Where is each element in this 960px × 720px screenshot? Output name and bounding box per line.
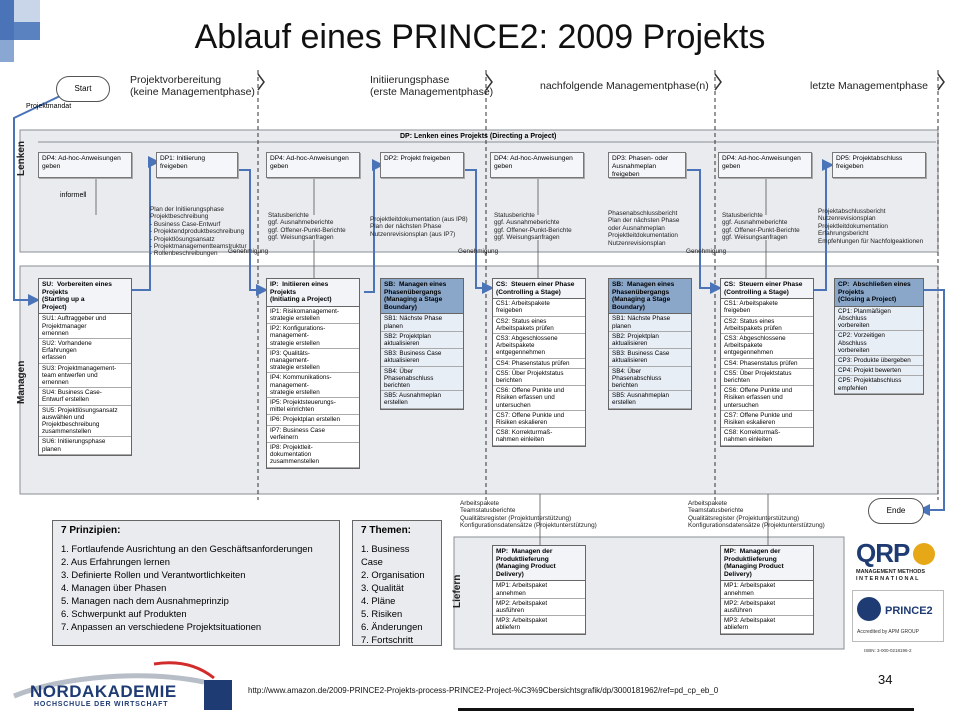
process-sb-1 (380, 278, 464, 410)
theme-item: 7. Fortschritt (361, 634, 414, 645)
phase-label-line: Projektvorbereitung (130, 74, 222, 86)
process-cs-2-act-6: CS6: Offene Punkte und Risiken erfassen und untersuchen (721, 386, 813, 411)
process-cs-2-act-4: CS4: Phasenstatus prüfen (721, 359, 813, 369)
theme-item: 2. Organisation (361, 569, 425, 580)
note-status-1: Statusberichte ggf. Ausnahmeberichte ggf. Offener-Punkt-Berichte ggf. Weisungsanfragen (268, 212, 346, 242)
process-cp-act-2: CP2: Vorzeitigen Abschluss vorbereiten (835, 331, 923, 356)
page-title: Ablauf eines PRINCE2: 2009 Projekts (194, 18, 766, 56)
process-cp-act-4: CP4: Projekt bewerten (835, 366, 923, 376)
principle-item: 4. Managen über Phasen (61, 582, 167, 593)
principles-box (52, 520, 340, 646)
theme-item: 4. Pläne (361, 595, 396, 606)
process-cs-2-act-7: CS7: Offene Punkte und Risiken eskalieren (721, 411, 813, 428)
process-sb-1-act-2: SB2: Projektplan aktualisieren (381, 332, 463, 349)
dp-box-dp4-c: DP4: Ad-hoc-Anweisungen geben (490, 152, 584, 178)
process-mp-2-act-2: MP2: Arbeitspaket ausführen (721, 599, 813, 616)
process-cs-1-act-1: CS1: Arbeitspakete freigeben (493, 299, 585, 316)
process-mp-2-act-3: MP3: Arbeitspaket abliefern (721, 616, 813, 633)
qrp-globe-icon (913, 543, 935, 565)
dp-box-dp4-d: DP4: Ad-hoc-Anweisungen geben (718, 152, 812, 178)
qrp-logo (856, 538, 946, 583)
principle-item: 3. Definierte Rollen und Verantwortlichkeiten (61, 569, 246, 580)
source-link[interactable]: http://www.amazon.de/2009-PRINCE2-Projekts-process-PRINCE2-Project-%C3%9Cbersichtsgrafik/dp/3000181962/ref=pd_cp_eb_0 (248, 686, 719, 695)
page-number: 34 (878, 672, 893, 687)
lane-title-lenken: Lenken (16, 140, 27, 176)
process-ip (266, 278, 360, 469)
process-sb-2-act-5: SB5: Ausnahmeplan erstellen (609, 391, 691, 408)
process-mp-1 (492, 545, 586, 635)
process-cs-1-act-6: CS6: Offene Punkte und Risiken erfassen und untersuchen (493, 386, 585, 411)
principle-item: 7. Anpassen an verschiedene Projektsituationen (61, 621, 262, 632)
process-su-act-1: SU1: Auftraggeber und Projektmanager ernennen (39, 314, 131, 339)
nordakademie-subtitle: HOCHSCHULE DER WIRTSCHAFT (34, 701, 169, 708)
phase-label-initiierung (370, 74, 493, 98)
phase-label-line: nachfolgende Managementphase(n) (540, 80, 709, 92)
lane-title-managen: Managen (16, 360, 27, 404)
process-mp-2-act-1: MP1: Arbeitspaket annehmen (721, 581, 813, 598)
qrp-logo-text: QRP (856, 538, 910, 568)
process-cs-2 (720, 278, 814, 447)
end-node: Ende (868, 498, 924, 524)
process-ip-act-3: IP3: Qualitäts- management- strategie erstellen (267, 349, 359, 374)
genehmigung-3: Genehmigung (686, 248, 727, 255)
process-cs-1-act-8: CS8: Korrekturmaß- nahmen einleiten (493, 428, 585, 445)
dp-box-dp1: DP1: Initiierung freigeben (156, 152, 238, 178)
process-cs-1-act-4: CS4: Phasenstatus prüfen (493, 359, 585, 369)
process-ip-act-2: IP2: Konfigurations- management- strategie erstellen (267, 324, 359, 349)
process-cs-2-act-2: CS2: Status eines Arbeitspakets prüfen (721, 317, 813, 334)
nordakademie-name: NORDAKADEMIE (30, 682, 177, 701)
lane-title-liefern: Liefern (452, 574, 463, 608)
genehmigung-1: Genehmigung (228, 248, 269, 255)
theme-item: 3. Qualität (361, 582, 404, 593)
process-cs-2-act-8: CS8: Korrekturmaß- nahmen einleiten (721, 428, 813, 445)
genehmigung-2: Genehmigung (458, 248, 499, 255)
note-projektabschluss: Projektabschlussbericht Nutzenrevisionsplan Projektleitdokumentation Erfahrungsbericht Empfehlungen für Nachfolgeaktionen (818, 208, 924, 245)
phase-label-nachfolgend (540, 80, 709, 92)
process-mp-2-head: MP: Managen der Produktlieferung (Managing Product Delivery) (721, 546, 813, 581)
dp-box-dp4-a: DP4: Ad-hoc-Anweisungen geben (38, 152, 132, 178)
process-su-head: SU: Vorbereiten eines Projekts (Starting up a Project) (39, 279, 131, 314)
process-ip-act-6: IP6: Projektplan erstellen (267, 415, 359, 425)
process-su-act-2: SU2: Vorhandene Erfahrungen erfassen (39, 339, 131, 364)
principle-item: 5. Managen nach dem Ausnahmeprinzip (61, 595, 229, 606)
phase-label-vorbereitung (130, 74, 255, 98)
process-ip-act-4: IP4: Kommunikations- management- strategie erstellen (267, 373, 359, 398)
nordakademie-logo (4, 656, 240, 714)
process-mp-1-act-3: MP3: Arbeitspaket abliefern (493, 616, 585, 633)
prince2-emblem-icon (857, 597, 881, 621)
process-mp-1-head: MP: Managen der Produktlieferung (Managing Product Delivery) (493, 546, 585, 581)
projektmandat-label: Projektmandat (26, 103, 72, 110)
themes-title: 7 Themen: (361, 525, 412, 536)
process-cs-2-head: CS: Steuern einer Phase (Controlling a Stage) (721, 279, 813, 299)
principles-title: 7 Prinzipien: (61, 525, 121, 536)
process-cs-2-act-1: CS1: Arbeitspakete freigeben (721, 299, 813, 316)
process-ip-act-1: IP1: Risikomanagement- strategie erstellen (267, 307, 359, 324)
note-liefern-1: Arbeitspakete Teamstatusberichte Qualitätsregister (Projektunterstützung) Konfigurationsdatensätze (Projektunterstützung) (460, 500, 597, 530)
theme-item: 5. Risiken (361, 608, 403, 619)
process-cp-act-5: CP5: Projektabschluss empfehlen (835, 376, 923, 393)
dp-box-dp3: DP3: Phasen- oder Ausnahmeplan freigeben (608, 152, 686, 178)
qrp-subtitle: MANAGEMENT METHODS I N T E R N A T I O N A L (856, 569, 926, 582)
note-liefern-2: Arbeitspakete Teamstatusberichte Qualitätsregister (Projektunterstützung) Konfigurationsdatensätze (Projektunterstützung) (688, 500, 825, 530)
process-ip-act-5: IP5: Projektsteuerungs- mittel einrichten (267, 398, 359, 415)
process-sb-2-act-4: SB4: Über Phasenabschluss berichten (609, 367, 691, 392)
phase-label-line: Initiierungsphase (370, 74, 450, 86)
process-ip-head: IP: Initiieren eines Projekts (Initiating a Project) (267, 279, 359, 307)
process-cs-2-act-3: CS3: Abgeschlossene Arbeitspakete entgegennehmen (721, 334, 813, 359)
process-cp-head: CP: Abschließen eines Projekts (Closing a Project) (835, 279, 923, 307)
process-sb-2 (608, 278, 692, 410)
process-sb-2-act-1: SB1: Nächste Phase planen (609, 314, 691, 331)
phase-label-line: (erste Managementphase) (370, 86, 494, 98)
isbn-text: ISBN: 3-000-0218196-2 (864, 648, 912, 653)
process-cs-1-act-5: CS5: Über Projektstatus berichten (493, 369, 585, 386)
process-cs-1-head: CS: Steuern einer Phase (Controlling a Stage) (493, 279, 585, 299)
dp-box-dp5: DP5: Projektabschluss freigeben (832, 152, 926, 178)
prince2-logo (852, 590, 944, 642)
process-mp-1-act-1: MP1: Arbeitspaket annehmen (493, 581, 585, 598)
process-sb-1-act-3: SB3: Business Case aktualisieren (381, 349, 463, 366)
process-su-act-4: SU4: Business Case- Entwurf erstellen (39, 388, 131, 405)
process-ip-act-7: IP7: Business Case verfeinern (267, 426, 359, 443)
process-sb-1-head: SB: Managen eines Phasenübergangs (Managing a Stage Boundary) (381, 279, 463, 314)
note-pld: Projektleitdokumentation (aus IP8) Plan der nächsten Phase Nutzenrevisionsplan (aus IP7) (370, 216, 468, 238)
process-sb-1-act-5: SB5: Ausnahmeplan erstellen (381, 391, 463, 408)
note-initiierung: Plan der Initiierungsphase Projektbeschreibung - Business Case-Entwurf - Projektendproduktbeschreibung - Projektlösungsansatz - Projektmanagementteamstruktur - Rollenbeschreibungen (150, 206, 247, 258)
nordakademie-n-icon (204, 680, 232, 710)
process-mp-1-act-2: MP2: Arbeitspaket ausführen (493, 599, 585, 616)
note-status-3: Statusberichte ggf. Ausnahmeberichte ggf. Offener-Punkt-Berichte ggf. Weisungsanfragen (722, 212, 800, 242)
process-cp (834, 278, 924, 395)
accredited-text: Accredited by APM GROUP (857, 629, 919, 635)
informell-label: informell (60, 192, 87, 199)
theme-item: 6. Änderungen (361, 621, 423, 632)
dp-header: DP: Lenken eines Projekts (Directing a Project) (400, 133, 557, 140)
process-su-act-6: SU6: Initiierungsphase planen (39, 437, 131, 454)
process-su-act-3: SU3: Projektmanagement- team entwerfen und ernennen (39, 364, 131, 389)
process-sb-2-act-2: SB2: Projektplan aktualisieren (609, 332, 691, 349)
start-node: Start (56, 76, 110, 102)
process-cs-1-act-3: CS3: Abgeschlossene Arbeitspakete entgegennehmen (493, 334, 585, 359)
process-cs-1-act-2: CS2: Status eines Arbeitspakets prüfen (493, 317, 585, 334)
prince2-logo-text: PRINCE2 (885, 605, 933, 617)
principle-item: 6. Schwerpunkt auf Produkten (61, 608, 187, 619)
theme-item: 1. Business Case (361, 543, 410, 567)
process-sb-1-act-4: SB4: Über Phasenabschluss berichten (381, 367, 463, 392)
process-cp-act-3: CP3: Produkte übergeben (835, 356, 923, 366)
process-sb-2-head: SB: Managen eines Phasenübergangs (Managing a Stage Boundary) (609, 279, 691, 314)
dp-box-dp4-b: DP4: Ad-hoc-Anweisungen geben (266, 152, 360, 178)
process-sb-1-act-1: SB1: Nächste Phase planen (381, 314, 463, 331)
process-su (38, 278, 132, 456)
process-cp-act-1: CP1: Planmäßigen Abschluss vorbereiten (835, 307, 923, 332)
process-mp-2 (720, 545, 814, 635)
dp-box-dp2: DP2: Projekt freigeben (380, 152, 464, 178)
note-status-2: Statusberichte ggf. Ausnahmeberichte ggf. Offener-Punkt-Berichte ggf. Weisungsanfragen (494, 212, 572, 242)
process-ip-act-8: IP8: Projektleit- dokumentation zusammenstellen (267, 443, 359, 468)
themes-box (352, 520, 442, 646)
phase-label-letzte (810, 80, 928, 92)
process-cs-2-act-5: CS5: Über Projektstatus berichten (721, 369, 813, 386)
principle-item: 1. Fortlaufende Ausrichtung an den Geschäftsanforderungen (61, 543, 313, 554)
process-cs-1-act-7: CS7: Offene Punkte und Risiken eskalieren (493, 411, 585, 428)
process-sb-2-act-3: SB3: Business Case aktualisieren (609, 349, 691, 366)
process-cs-1 (492, 278, 586, 447)
process-su-act-5: SU5: Projektlösungsansatz auswählen und Projektbeschreibung zusammenstellen (39, 406, 131, 438)
phase-label-line: letzte Managementphase (810, 80, 928, 92)
principle-item: 2. Aus Erfahrungen lernen (61, 556, 170, 567)
note-phasenabschluss: Phasenabschlussbericht Plan der nächsten Phase oder Ausnahmeplan Projektleitdokumentation Nutzenrevisionsplan (608, 210, 680, 247)
phase-label-line: (keine Managementphase) (130, 86, 255, 98)
